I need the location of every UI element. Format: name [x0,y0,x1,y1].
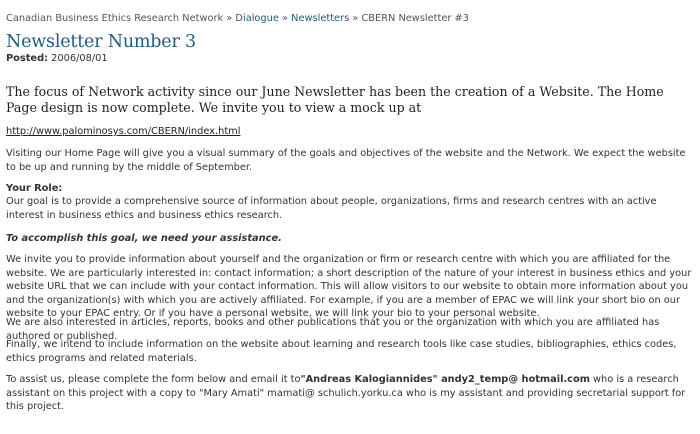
visit-paragraph: Visiting our Home Page will give you a visual summary of the goals and objectives of the website and the Network. We expect the website to be up and running by the middle of September. [6,148,686,173]
breadcrumb-dialogue-link[interactable]: Dialogue [235,13,279,24]
breadcrumb-newsletters-link[interactable]: Newsletters [291,13,350,24]
page-title: Newsletter Number 3 [6,32,196,52]
finally-paragraph: Finally, we intend to include information on the website about learning and research tools like case studies, bibliographies, ethics codes, ethics programs and related materials. [6,339,677,364]
assist-paragraph [6,373,692,414]
assistance-heading: To accomplish this goal, we need your assistance. [6,233,282,244]
role-paragraph: Our goal is to provide a comprehensive source of information about people, organizations, firms and research centres with an active interest in business ethics and business ethics research. [6,196,657,221]
breadcrumb [6,13,469,24]
intro-paragraph: The focus of Network activity since our June Newsletter has been the creation of a Website. The Home Page design is now complete. We invite you to view a mock up at [6,84,664,115]
assist-text-post: who is a research assistant on this project with a copy to "Mary Amati" mamati@ schulich.yorku.ca who is my assistant and providing secretarial support for this project. [6,374,686,413]
articles-paragraph: We are also interested in articles, reports, books and other publications that you or the organization with which you are affiliated has authored or published. [6,317,660,342]
posted-label: Posted: [6,53,49,64]
assist-email[interactable]: "Andreas Kalogiannides" andy2_temp@ hotmail.com [300,374,590,385]
breadcrumb-separator: » [226,13,233,24]
posted-date: 2006/08/01 [51,53,108,64]
posted-line [6,53,108,64]
breadcrumb-separator: » [282,13,288,24]
breadcrumb-separator: » [352,13,359,24]
invite-paragraph: We invite you to provide information about yourself and the organization or firm or research centre with which you are affiliated for the website. We are particularly interested in: contact information; a short description of the nature of your interest in business ethics and your website URL that we can include with your contact information. This will allow visitors to our website to obtain more information about you and the organization(s) with which you are actively affiliated. For example, if you are a member of EPAC we will link your short bio on our website to your EPAC entry. Or if you have a personal website, we will link your bio to your personal website. [6,254,692,320]
mockup-link[interactable]: http://www.palominosys.com/CBERN/index.html [6,126,241,137]
role-heading: Your Role: [6,183,63,194]
assist-text-pre: To assist us, please complete the form below and email it to [6,374,301,385]
mockup-link-paragraph [6,125,692,139]
breadcrumb-root: Canadian Business Ethics Research Network [6,13,224,24]
breadcrumb-current: CBERN Newsletter #3 [361,13,469,24]
